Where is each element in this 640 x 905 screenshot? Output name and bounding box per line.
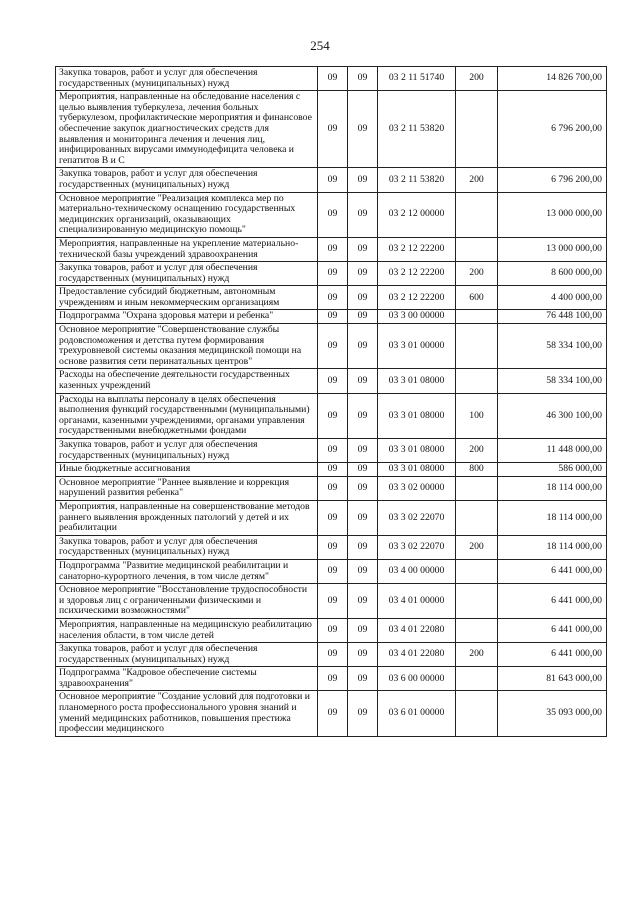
row-name-cell: Закупка товаров, работ и услуг для обеспечения государственных (муниципальных) нужд bbox=[56, 643, 318, 667]
section-code-cell: 09 bbox=[318, 237, 348, 261]
table-row bbox=[56, 237, 607, 261]
target-article-code-cell: 03 4 00 00000 bbox=[378, 559, 456, 583]
budget-table bbox=[55, 66, 607, 737]
table-row bbox=[56, 91, 607, 168]
target-article-code-cell: 03 3 01 08000 bbox=[378, 393, 456, 438]
row-name-cell: Иные бюджетные ассигнования bbox=[56, 463, 318, 477]
amount-cell: 586 000,00 bbox=[498, 463, 607, 477]
target-article-code-cell: 03 2 12 00000 bbox=[378, 192, 456, 237]
subsection-code-cell: 09 bbox=[348, 439, 378, 463]
subsection-code-cell: 09 bbox=[348, 310, 378, 324]
target-article-code-cell: 03 2 11 51740 bbox=[378, 67, 456, 91]
row-name-cell: Закупка товаров, работ и услуг для обеспечения государственных (муниципальных) нужд bbox=[56, 262, 318, 286]
table-row bbox=[56, 192, 607, 237]
target-article-code-cell: 03 6 01 00000 bbox=[378, 691, 456, 736]
row-name-cell: Основное мероприятие "Создание условий для подготовки и планомерного роста профессионального уровня знаний и умений медицинских работников, повышения престижа профессии медицинского bbox=[56, 691, 318, 736]
amount-cell: 81 643 000,00 bbox=[498, 667, 607, 691]
target-article-code-cell: 03 4 01 22080 bbox=[378, 618, 456, 642]
target-article-code-cell: 03 3 01 08000 bbox=[378, 439, 456, 463]
section-code-cell: 09 bbox=[318, 192, 348, 237]
expense-type-code-cell bbox=[456, 691, 498, 736]
table-row bbox=[56, 310, 607, 324]
expense-type-code-cell bbox=[456, 559, 498, 583]
amount-cell: 6 441 000,00 bbox=[498, 643, 607, 667]
table-row bbox=[56, 286, 607, 310]
table-row bbox=[56, 691, 607, 736]
target-article-code-cell: 03 3 00 00000 bbox=[378, 310, 456, 324]
target-article-code-cell: 03 2 11 53820 bbox=[378, 168, 456, 192]
subsection-code-cell: 09 bbox=[348, 500, 378, 535]
row-name-cell: Основное мероприятие "Восстановление трудоспособности и здоровья лиц с ограниченными физическими и психическими возможностями" bbox=[56, 584, 318, 619]
table-row bbox=[56, 500, 607, 535]
section-code-cell: 09 bbox=[318, 324, 348, 369]
target-article-code-cell: 03 4 01 00000 bbox=[378, 584, 456, 619]
expense-type-code-cell: 200 bbox=[456, 67, 498, 91]
subsection-code-cell: 09 bbox=[348, 168, 378, 192]
expense-type-code-cell: 200 bbox=[456, 262, 498, 286]
section-code-cell: 09 bbox=[318, 439, 348, 463]
subsection-code-cell: 09 bbox=[348, 192, 378, 237]
target-article-code-cell: 03 2 12 22200 bbox=[378, 262, 456, 286]
expense-type-code-cell bbox=[456, 237, 498, 261]
amount-cell: 76 448 100,00 bbox=[498, 310, 607, 324]
expense-type-code-cell: 200 bbox=[456, 535, 498, 559]
expense-type-code-cell bbox=[456, 500, 498, 535]
target-article-code-cell: 03 3 01 08000 bbox=[378, 463, 456, 477]
expense-type-code-cell bbox=[456, 192, 498, 237]
row-name-cell: Основное мероприятие "Совершенствование службы родовспоможения и детства путем формирования трехуровневой системы оказания медицинской помощи на основе развития сети перинатальных центров" bbox=[56, 324, 318, 369]
row-name-cell: Подпрограмма "Охрана здоровья матери и ребенка" bbox=[56, 310, 318, 324]
row-name-cell: Закупка товаров, работ и услуг для обеспечения государственных (муниципальных) нужд bbox=[56, 67, 318, 91]
target-article-code-cell: 03 2 12 22200 bbox=[378, 237, 456, 261]
amount-cell: 6 796 200,00 bbox=[498, 91, 607, 168]
amount-cell: 58 334 100,00 bbox=[498, 324, 607, 369]
amount-cell: 46 300 100,00 bbox=[498, 393, 607, 438]
amount-cell: 18 114 000,00 bbox=[498, 476, 607, 500]
row-name-cell: Закупка товаров, работ и услуг для обеспечения государственных (муниципальных) нужд bbox=[56, 439, 318, 463]
section-code-cell: 09 bbox=[318, 369, 348, 393]
expense-type-code-cell bbox=[456, 584, 498, 619]
section-code-cell: 09 bbox=[318, 500, 348, 535]
subsection-code-cell: 09 bbox=[348, 643, 378, 667]
row-name-cell: Закупка товаров, работ и услуг для обеспечения государственных (муниципальных) нужд bbox=[56, 535, 318, 559]
row-name-cell: Мероприятия, направленные на медицинскую реабилитацию населения области, в том числе детей bbox=[56, 618, 318, 642]
table-row bbox=[56, 584, 607, 619]
subsection-code-cell: 09 bbox=[348, 463, 378, 477]
amount-cell: 13 000 000,00 bbox=[498, 237, 607, 261]
expense-type-code-cell bbox=[456, 310, 498, 324]
amount-cell: 6 441 000,00 bbox=[498, 618, 607, 642]
table-row bbox=[56, 463, 607, 477]
table-row bbox=[56, 439, 607, 463]
row-name-cell: Расходы на выплаты персоналу в целях обеспечения выполнения функций государственными (муниципальными) органами, казенными учреждениями, органами управления государственными внебюджетными фондами bbox=[56, 393, 318, 438]
target-article-code-cell: 03 2 11 53820 bbox=[378, 91, 456, 168]
section-code-cell: 09 bbox=[318, 393, 348, 438]
amount-cell: 11 448 000,00 bbox=[498, 439, 607, 463]
row-name-cell: Мероприятия, направленные на обследование населения с целью выявления туберкулеза, лечения больных туберкулезом, профилактические мероприятия и финансовое обеспечение закупок диагностических средств для выявления и мониторинга лечения и лечения лиц, инфицированных вирусами иммунодефицита человека и гепатитов В и С bbox=[56, 91, 318, 168]
target-article-code-cell: 03 4 01 22080 bbox=[378, 643, 456, 667]
section-code-cell: 09 bbox=[318, 691, 348, 736]
section-code-cell: 09 bbox=[318, 67, 348, 91]
section-code-cell: 09 bbox=[318, 618, 348, 642]
expense-type-code-cell: 600 bbox=[456, 286, 498, 310]
table-row bbox=[56, 535, 607, 559]
row-name-cell: Основное мероприятие "Реализация комплекса мер по материально-техническому оснащению государственных медицинских организаций, оказывающих специализированную медицинскую помощь" bbox=[56, 192, 318, 237]
amount-cell: 18 114 000,00 bbox=[498, 500, 607, 535]
target-article-code-cell: 03 2 12 22200 bbox=[378, 286, 456, 310]
target-article-code-cell: 03 3 02 22070 bbox=[378, 500, 456, 535]
section-code-cell: 09 bbox=[318, 643, 348, 667]
table-row bbox=[56, 618, 607, 642]
section-code-cell: 09 bbox=[318, 168, 348, 192]
subsection-code-cell: 09 bbox=[348, 535, 378, 559]
subsection-code-cell: 09 bbox=[348, 584, 378, 619]
row-name-cell: Закупка товаров, работ и услуг для обеспечения государственных (муниципальных) нужд bbox=[56, 168, 318, 192]
budget-table-body bbox=[56, 67, 607, 737]
target-article-code-cell: 03 6 00 00000 bbox=[378, 667, 456, 691]
amount-cell: 35 093 000,00 bbox=[498, 691, 607, 736]
section-code-cell: 09 bbox=[318, 262, 348, 286]
table-row bbox=[56, 262, 607, 286]
amount-cell: 6 796 200,00 bbox=[498, 168, 607, 192]
subsection-code-cell: 09 bbox=[348, 393, 378, 438]
amount-cell: 6 441 000,00 bbox=[498, 584, 607, 619]
section-code-cell: 09 bbox=[318, 286, 348, 310]
amount-cell: 14 826 700,00 bbox=[498, 67, 607, 91]
table-row bbox=[56, 559, 607, 583]
subsection-code-cell: 09 bbox=[348, 559, 378, 583]
expense-type-code-cell bbox=[456, 91, 498, 168]
expense-type-code-cell: 200 bbox=[456, 168, 498, 192]
subsection-code-cell: 09 bbox=[348, 618, 378, 642]
table-row bbox=[56, 643, 607, 667]
amount-cell: 6 441 000,00 bbox=[498, 559, 607, 583]
expense-type-code-cell bbox=[456, 618, 498, 642]
expense-type-code-cell bbox=[456, 476, 498, 500]
target-article-code-cell: 03 3 02 00000 bbox=[378, 476, 456, 500]
table-row bbox=[56, 667, 607, 691]
row-name-cell: Мероприятия, направленные на укрепление материально-технической базы учреждений здравоохранения bbox=[56, 237, 318, 261]
table-row bbox=[56, 393, 607, 438]
expense-type-code-cell bbox=[456, 667, 498, 691]
section-code-cell: 09 bbox=[318, 667, 348, 691]
page-number: 254 bbox=[310, 38, 330, 53]
subsection-code-cell: 09 bbox=[348, 91, 378, 168]
table-row bbox=[56, 168, 607, 192]
subsection-code-cell: 09 bbox=[348, 369, 378, 393]
section-code-cell: 09 bbox=[318, 584, 348, 619]
subsection-code-cell: 09 bbox=[348, 667, 378, 691]
section-code-cell: 09 bbox=[318, 310, 348, 324]
section-code-cell: 09 bbox=[318, 535, 348, 559]
expense-type-code-cell: 200 bbox=[456, 439, 498, 463]
subsection-code-cell: 09 bbox=[348, 237, 378, 261]
expense-type-code-cell: 800 bbox=[456, 463, 498, 477]
table-row bbox=[56, 324, 607, 369]
row-name-cell: Подпрограмма "Кадровое обеспечение системы здравоохранения" bbox=[56, 667, 318, 691]
target-article-code-cell: 03 3 01 08000 bbox=[378, 369, 456, 393]
expense-type-code-cell bbox=[456, 369, 498, 393]
expense-type-code-cell: 200 bbox=[456, 643, 498, 667]
table-row bbox=[56, 476, 607, 500]
row-name-cell: Мероприятия, направленные на совершенствование методов раннего выявления врожденных патологий у детей и их реабилитации bbox=[56, 500, 318, 535]
target-article-code-cell: 03 3 02 22070 bbox=[378, 535, 456, 559]
amount-cell: 4 400 000,00 bbox=[498, 286, 607, 310]
subsection-code-cell: 09 bbox=[348, 476, 378, 500]
expense-type-code-cell: 100 bbox=[456, 393, 498, 438]
target-article-code-cell: 03 3 01 00000 bbox=[378, 324, 456, 369]
amount-cell: 13 000 000,00 bbox=[498, 192, 607, 237]
subsection-code-cell: 09 bbox=[348, 691, 378, 736]
amount-cell: 18 114 000,00 bbox=[498, 535, 607, 559]
row-name-cell: Расходы на обеспечение деятельности государственных казенных учреждений bbox=[56, 369, 318, 393]
row-name-cell: Основное мероприятие "Раннее выявление и коррекция нарушений развития ребенка" bbox=[56, 476, 318, 500]
subsection-code-cell: 09 bbox=[348, 324, 378, 369]
subsection-code-cell: 09 bbox=[348, 286, 378, 310]
table-row bbox=[56, 67, 607, 91]
section-code-cell: 09 bbox=[318, 476, 348, 500]
subsection-code-cell: 09 bbox=[348, 67, 378, 91]
section-code-cell: 09 bbox=[318, 463, 348, 477]
row-name-cell: Предоставление субсидий бюджетным, автономным учреждениям и иным некоммерческим организациям bbox=[56, 286, 318, 310]
table-row bbox=[56, 369, 607, 393]
section-code-cell: 09 bbox=[318, 559, 348, 583]
row-name-cell: Подпрограмма "Развитие медицинской реабилитации и санаторно-курортного лечения, в том числе детям" bbox=[56, 559, 318, 583]
expense-type-code-cell bbox=[456, 324, 498, 369]
amount-cell: 8 600 000,00 bbox=[498, 262, 607, 286]
amount-cell: 58 334 100,00 bbox=[498, 369, 607, 393]
section-code-cell: 09 bbox=[318, 91, 348, 168]
subsection-code-cell: 09 bbox=[348, 262, 378, 286]
